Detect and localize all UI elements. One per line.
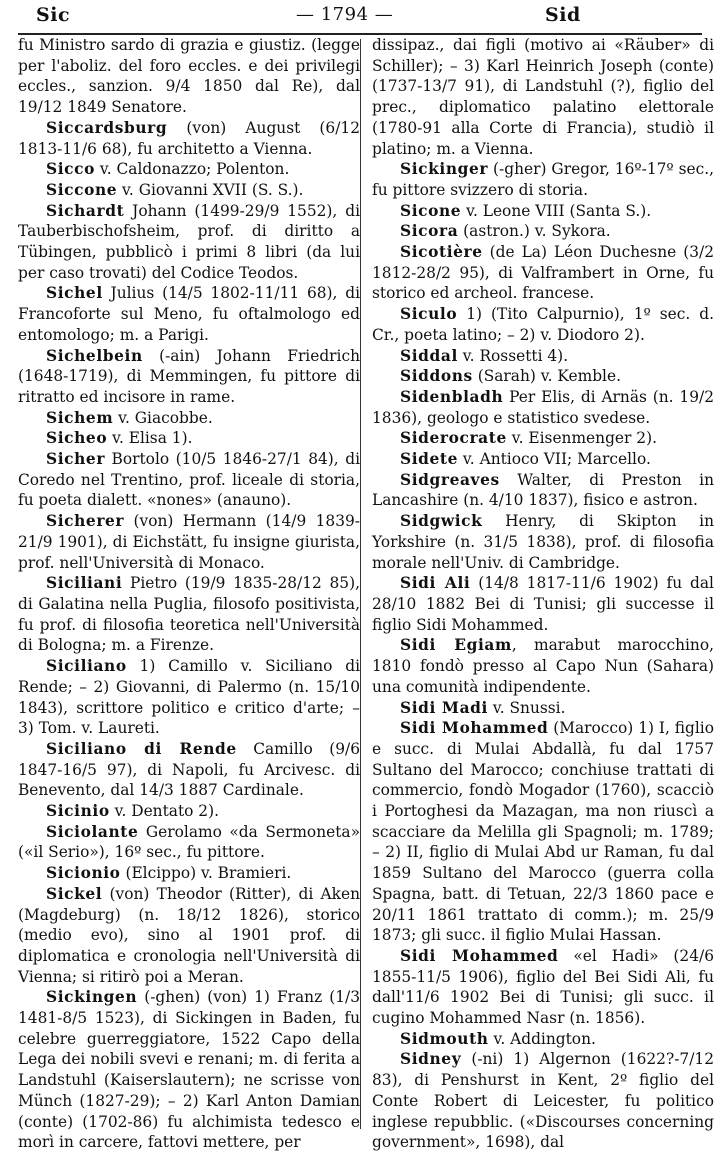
entry-text: v. Snussi. [487,698,566,717]
entry-headword: Sickel [46,884,103,903]
entry-headword: Sichel [46,284,103,303]
dictionary-entry [18,573,360,656]
entry-headword: Sicinio [46,802,110,821]
entry-headword: Siddal [400,346,458,365]
entry-text: (-ni) 1) Algernon (1622?-7/12 83), di Penshurst in Kent, 2º figlio del Conte Robert di Leicester, fu politico inglese repubblic. («Discourses concerning government», 1698), dal [372,1050,714,1152]
entry-text: (von) August (6/12 1813-11/6 68), fu architetto a Vienna. [18,118,360,158]
entry-text: (von) Hermann (14/9 1839-21/9 1901), di Eichstätt, fu insigne giurista, prof. nell'Università di Monaco. [18,512,360,572]
entry-headword: Sidi Mohammed [400,719,549,738]
entry-text: (de La) Léon Duchesne (3/2 1812-28/2 95), di Valframbert in Orne, fu storico ed archeol. francese. [372,243,714,303]
entry-headword: Sicher [46,450,106,469]
dictionary-entry [18,801,360,822]
entry-headword: Siculo [400,305,458,324]
dictionary-entry [18,884,360,988]
dictionary-entry [372,304,714,345]
entry-headword: Sidi Egiam [400,636,512,655]
dictionary-entry [18,863,360,884]
entry-text: v. Addington. [488,1029,596,1048]
entry-text: v. Antioco VII; Marcello. [458,450,651,469]
header-right-guideword: Sid [545,4,581,26]
dictionary-entry [372,346,714,367]
entry-text: Henry, di Skipton in Yorkshire (n. 31/5 1838), prof. di filosofia morale nell'Univ. di Cambridge. [372,512,714,572]
column-divider [360,39,361,1129]
dictionary-entry [18,739,360,801]
dictionary-entry [372,1029,714,1050]
entry-text: v. Giacobbe. [113,408,213,427]
entry-text: v. Leone VIII (Santa S.). [461,201,652,220]
entry-headword: Sichardt [46,201,125,220]
entry-headword: Sicone [400,201,462,220]
entry-headword: Sichelbein [46,346,143,365]
dictionary-entry [18,449,360,511]
entry-text: (14/8 1817-11/6 1902) fu dal 28/10 1882 Bei di Tunisi; gli successe il figlio Sidi Mohammed. [372,574,714,634]
header-left-guideword: Sic [36,4,71,26]
dictionary-entry [18,118,360,159]
entry-headword: Sickinger [400,160,489,179]
dictionary-entry [18,35,360,118]
entry-headword: Siderocrate [400,429,507,448]
entry-headword: Sidi Ali [400,574,471,593]
dictionary-entry [372,1049,714,1153]
dictionary-entry [372,428,714,449]
dictionary-entry [18,428,360,449]
dictionary-entry [372,159,714,200]
entry-headword: Sidi Mohammed [400,946,559,965]
entry-headword: Sicherer [46,512,125,531]
entry-text: Johann (1499-29/9 1552), di Tauberbischofsheim, prof. di diritto a Tübingen, pubblicò i primi 8 libri (da lui per caso trovati) del Codice Teodos. [18,201,360,282]
entry-text: Julius (14/5 1802-11/11 68), di Francoforte sul Meno, fu oftalmologo ed entomologo; m. a Parigi. [18,284,360,344]
dictionary-entry [18,201,360,284]
dictionary-entry [18,822,360,863]
entry-headword: Sicheo [46,429,108,448]
entry-text: 1) (Tito Calpurnio), 1º sec. d. Cr., poeta latino; – 2) v. Diodoro 2). [372,305,714,344]
dictionary-entry [372,35,714,159]
entry-text: Per Elis, di Arnäs (n. 19/2 1836), geologo e statistico svedese. [372,387,714,427]
entry-text: (astron.) v. Sykora. [458,222,611,241]
dictionary-entry [372,698,714,719]
entry-text: fu Ministro sardo di grazia e giustiz. (legge per l'aboliz. del foro eccles. e dei privilegi eccles., sanzion. 9/4 1850 dal Re), dal 19/12 1849 Senatore. [18,36,360,117]
header-page-number: — 1794 — [296,4,394,25]
entry-text: (von) Theodor (Ritter), di Aken (Magdeburg) (n. 18/12 1826), storico (medio evo), sino al 1901 prof. di diplomatica e cronologia nell'Università di Vienna; si ritirò poi a Meran. [18,884,360,986]
entry-headword: Sicotière [400,243,483,262]
entry-headword: Siciliano [46,657,127,676]
entry-text: Gerolamo «da Sermoneta» («il Serio»), 16º sec., fu pittore. [18,822,360,862]
entry-headword: Sidete [400,450,459,469]
entry-headword: Sicionio [46,864,121,883]
entry-headword: Siddons [400,367,473,386]
entry-headword: Siccardsburg [46,118,168,137]
entry-headword: Sidenbladh [400,387,504,406]
entry-text: Walter, di Preston in Lancashire (n. 4/10 1837), fisico e astron. [372,470,714,510]
entry-text: (-ain) Johann Friedrich (1648-1719), di Memmingen, fu pittore di ritratto ed incisore in rame. [18,346,360,406]
entry-text: v. Giovanni XVII (S. S.). [117,180,304,199]
entry-text: v. Elisa 1). [107,429,193,448]
entry-text: , marabut marocchino, 1810 fondò presso al Capo Nun (Sahara) una comunità indipendente. [372,636,714,696]
dictionary-entry [18,408,360,429]
dictionary-entry [372,511,714,573]
dictionary-entry [18,180,360,201]
entry-text: Bortolo (10/5 1846-27/1 84), di Coredo nel Trentino, prof. liceale di storia, fu poeta dialett. «nones» (anauno). [18,450,360,510]
entry-headword: Siccone [46,180,118,199]
entry-text: (Elcippo) v. Bramieri. [120,864,292,883]
entry-headword: Sidgreaves [400,470,500,489]
entry-text: v. Caldonazzo; Polenton. [94,160,290,179]
entry-headword: Sidi Madi [400,698,488,717]
entry-text: dissipaz., dai figli (motivo ai «Räuber» di Schiller); – 3) Karl Heinrich Joseph (conte) (1737-13/7 91), di Landstuhl (?), figlio del prec., diplomatico palatino elettorale (1780-91 alla Corte di Francia), studiò il platino; m. a Vienna. [372,36,714,158]
entry-headword: Siciolante [46,822,139,841]
dictionary-entry [372,366,714,387]
dictionary-entry [372,946,714,1029]
entry-headword: Sichem [46,408,114,427]
dictionary-entry [372,221,714,242]
entry-text: (-gher) Gregor, 16º-17º sec., fu pittore svizzero di storia. [372,160,714,199]
entry-text: (-ghen) (von) 1) Franz (1/3 1481-8/5 1523), di Sickingen in Baden, fu celebre guerreggiatore, 1522 Capo della Lega dei nobili svevi e renani; m. di ferita a Landstuhl (Kaiserslautern); ne scrisse von Münch (1827-29); – 2) Karl Anton Damian (conte) (1702-86) fu alchimista tedesco e morì in carcere, fattovi mettere, per [18,988,360,1152]
entry-text: 1) Camillo v. Siciliano di Rende; – 2) Giovanni, di Palermo (n. 15/10 1843), scrittore politico e critico d'arte; – 3) Tom. v. Laureti. [18,657,360,738]
dictionary-entry [18,346,360,408]
dictionary-entry [372,387,714,428]
entry-text: v. Dentato 2). [109,802,219,821]
dictionary-entry [18,987,360,1153]
right-column [372,35,714,1153]
entry-text: «el Hadi» (24/6 1855-11/5 1906), figlio del Bei Sidi Ali, fu dall'11/6 1902 Bei di Tunisi; gli succ. il cugino Mohammed Nasr (n. 1856). [372,946,714,1028]
entry-text: Pietro (19/9 1835-28/12 85), di Galatina nella Puglia, filosofo positivista, fu prof. di filosofia teoretica nell'Università di Bologna; m. a Firenze. [18,574,360,655]
entry-text: v. Rossetti 4). [457,346,569,365]
dictionary-entry [18,159,360,180]
entry-text: v. Eisenmenger 2). [506,429,657,448]
entry-text: (Sarah) v. Kemble. [472,367,621,386]
entry-headword: Sicora [400,222,459,241]
dictionary-entry [372,449,714,470]
dictionary-entry [18,511,360,573]
entry-text: (Marocco) 1) I, figlio e succ. di Mulai Abdallà, fu dal 1757 Sultano del Marocco; conchiuse trattati di commercio, fondò Mogador (1760), scacciò i Portoghesi da Mazagan, ma non riuscì a scacciare da Melilla gli Spagnoli; m. 1789; – 2) II, figlio di Mulai Abd ur Raman, fu dal 1859 Sultano del Marocco (guerra colla Spagna, batt. di Tetuan, 22/3 1860 pace e 20/11 1861 trattato di comm.); m. 25/9 1873; gli succ. il figlio Mulai Hassan. [372,719,714,945]
entry-headword: Sidney [400,1050,462,1069]
dictionary-entry [372,470,714,511]
entry-headword: Sidmouth [400,1029,489,1048]
entry-headword: Sickingen [46,988,138,1007]
dictionary-entry [18,656,360,739]
dictionary-entry [372,635,714,697]
dictionary-entry [372,242,714,304]
entry-headword: Siciliano di Rende [46,739,237,758]
dictionary-entry [372,573,714,635]
dictionary-entry [18,283,360,345]
page-header [0,0,718,36]
entry-text: Camillo (9/6 1847-16/5 97), di Napoli, fu Arcivesc. di Benevento, dal 14/3 1887 Cardinale. [18,739,361,800]
entry-headword: Sidgwick [400,512,483,531]
entry-headword: Sicco [46,160,95,179]
entry-headword: Siciliani [46,574,123,593]
left-column [18,35,360,1153]
dictionary-entry [372,718,714,946]
dictionary-entry [372,201,714,222]
